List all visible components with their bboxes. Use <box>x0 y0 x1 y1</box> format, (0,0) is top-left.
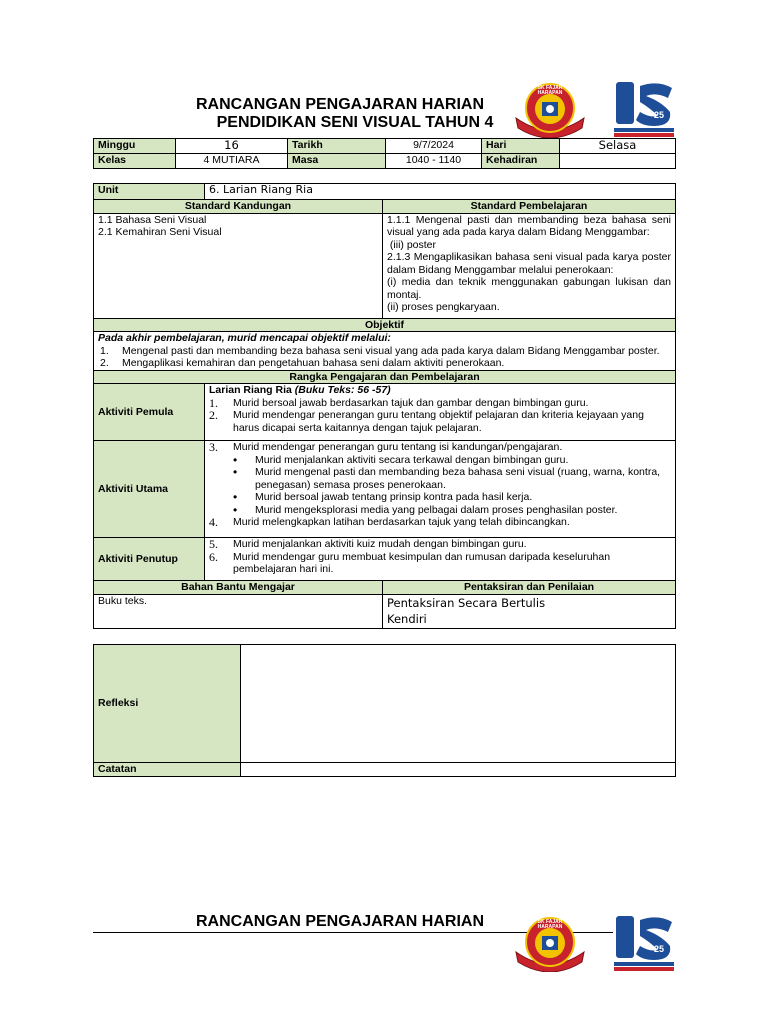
next-page-title: RANCANGAN PENGAJARAN HARIAN <box>195 913 484 930</box>
bullet-item: • Murid mengenal pasti dan membanding beza bahasa seni visual (ruang, warna, kontra, penegasan) semasa proses penerokaan. <box>209 466 671 491</box>
objektif-header: Objektif <box>94 318 676 332</box>
unit-label: Unit <box>94 184 205 200</box>
tarikh-value: 9/7/2024 <box>386 139 482 154</box>
standard-pembelajaran-header: Standard Pembelajaran <box>383 200 676 214</box>
school-logo <box>512 80 588 138</box>
bullet-item: • Murid menjalankan aktiviti secara terkawal dengan bimbingan guru. <box>209 454 671 467</box>
list-item: 3. Murid mendengar penerangan guru tentang isi kandungan/pengajaran. <box>209 440 563 454</box>
rangka-header: Rangka Pengajaran dan Pembelajaran <box>94 370 676 384</box>
objektif-number: 2. <box>100 357 109 369</box>
lesson-info-table <box>93 138 676 169</box>
list-item: 2. Murid mendengar penerangan guru tentang objektif pelajaran dan kriteria kejayaan yang harus dicapai serta kaitannya dengan tajuk pelajaran. <box>209 408 644 434</box>
catatan-field[interactable] <box>241 763 676 777</box>
refleksi-label: Refleksi <box>94 645 241 763</box>
kandungan-item: 1.1 Bahasa Seni Visual <box>98 213 207 226</box>
standard-kandungan-header: Standard Kandungan <box>94 200 383 214</box>
refleksi-field[interactable] <box>241 645 676 763</box>
masa-label: Masa <box>288 154 386 169</box>
objektif-text: Mengenal pasti dan membanding beza bahasa seni visual yang ada pada karya dalam Bidang Menggambar poster. <box>122 344 660 357</box>
objektif-item <box>98 357 671 370</box>
school-logo-footer <box>512 914 588 972</box>
hari-value: Selasa <box>560 139 676 154</box>
unit-value: 6. Larian Riang Ria <box>205 184 676 200</box>
program-logo-number: 25 <box>654 110 665 120</box>
refleksi-table <box>93 644 676 777</box>
aktiviti-penutup-content <box>205 538 676 581</box>
aktiviti-pemula-content <box>205 384 676 441</box>
pembelajaran-item: (iii) poster <box>387 238 437 251</box>
lesson-plan-table <box>93 183 676 629</box>
aktiviti-utama-content <box>205 441 676 538</box>
objektif-item <box>98 345 671 358</box>
list-item: 5. Murid menjalankan aktiviti kuiz mudah dengan bimbingan guru. <box>209 537 527 551</box>
program-logo-number: 25 <box>654 944 665 954</box>
list-item: 1. Murid bersoal jawab berdasarkan tajuk dan gambar dengan bimbingan guru. <box>209 395 589 410</box>
kehadiran-label: Kehadiran <box>482 154 560 169</box>
objektif-content <box>94 332 676 371</box>
aktiviti-penutup-label: Aktiviti Penutup <box>94 538 205 581</box>
catatan-label: Catatan <box>94 763 241 777</box>
bullet-item: • Murid mengeksplorasi media yang pelbagai dalam proses penghasilan poster. <box>209 504 671 517</box>
hari-label: Hari <box>482 139 560 154</box>
pembelajaran-item: 1.1.1 Mengenal pasti dan membanding beza bahasa seni visual yang ada pada karya dalam Bidang Menggambar: <box>387 213 672 238</box>
standard-kandungan-content <box>94 213 383 318</box>
page-subtitle: PENDIDIKAN SENI VISUAL TAHUN 4 <box>216 114 494 131</box>
pentaksiran-item: Kendiri <box>387 611 427 626</box>
aktiviti-utama-label: Aktiviti Utama <box>94 441 205 538</box>
kelas-value: 4 MUTIARA <box>176 154 288 169</box>
school-logo-text: SK FAJAR HARAPAN <box>537 85 563 96</box>
pembelajaran-item: (i) media dan teknik menggunakan gabungan lukisan dan montaj. <box>387 276 672 301</box>
objektif-intro: Pada akhir pembelajaran, murid mencapai objektif melalui: <box>98 332 391 344</box>
program-logo-footer <box>614 914 674 972</box>
objektif-number: 1. <box>100 344 109 357</box>
pentaksiran-item: Pentaksiran Secara Bertulis <box>387 595 546 610</box>
page-title: RANCANGAN PENGAJARAN HARIAN <box>195 96 484 113</box>
pentaksiran-header: Pentaksiran dan Penilaian <box>383 581 676 595</box>
objektif-text: Mengaplikasi kemahiran dan pengetahuan bahasa seni dalam aktiviti penerokaan. <box>122 357 505 369</box>
standard-pembelajaran-content <box>383 213 676 318</box>
pembelajaran-item: (ii) proses pengkaryaan. <box>387 301 500 313</box>
minggu-label: Minggu <box>94 139 176 154</box>
pembelajaran-item: 2.1.3 Mengaplikasikan bahasa seni visual pada karya poster dalam Bidang Menggambar melalui penerokaan: <box>387 251 672 276</box>
kelas-label: Kelas <box>94 154 176 169</box>
aktiviti-pemula-label: Aktiviti Pemula <box>94 384 205 441</box>
masa-value: 1040 - 1140 <box>386 154 482 169</box>
bullet-item: • Murid bersoal jawab tentang prinsip kontra pada hasil kerja. <box>209 491 671 504</box>
pentaksiran-content <box>383 594 676 628</box>
bahan-header: Bahan Bantu Mengajar <box>94 581 383 595</box>
kehadiran-value <box>560 154 676 169</box>
list-item: 6. Murid mendengar guru membuat kesimpulan dan rumusan daripada keseluruhan pembelajaran hari ini. <box>209 549 611 575</box>
program-logo <box>614 80 674 138</box>
kandungan-item: 2.1 Kemahiran Seni Visual <box>98 226 222 238</box>
pemula-heading: Larian Riang Ria (Buku Teks: 56 -57) <box>209 384 391 396</box>
tarikh-label: Tarikh <box>288 139 386 154</box>
list-item: 4. Murid melengkapkan latihan berdasarkan tajuk yang telah dibincangkan. <box>209 515 570 529</box>
minggu-value: 16 <box>176 139 288 154</box>
school-logo-text: SK FAJAR HARAPAN <box>537 919 563 930</box>
bahan-content: Buku teks. <box>94 594 383 628</box>
